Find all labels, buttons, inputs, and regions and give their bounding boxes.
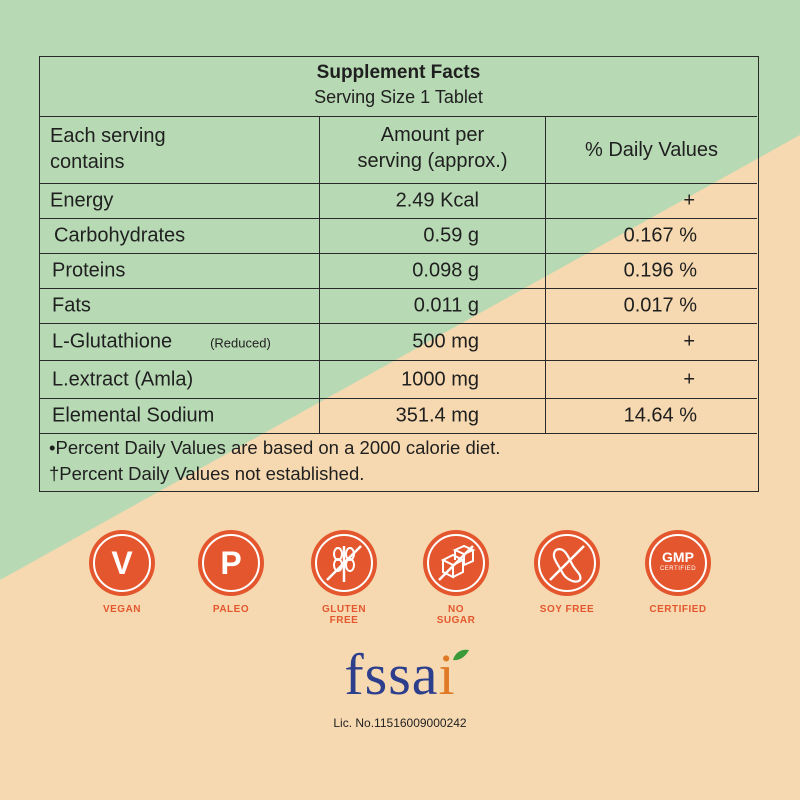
badge-gluten-free (288, 530, 400, 626)
footnote-not-established: †Percent Daily Values not established. (49, 463, 365, 484)
nutrient-note: (Reduced) (210, 335, 271, 351)
badge-label: PALEO (212, 604, 250, 615)
fssai-text-i: i (438, 642, 456, 707)
header-each-serving (40, 117, 320, 183)
table-row (40, 361, 757, 399)
soy-free-bean-icon (534, 530, 600, 596)
badge-no-sugar (400, 530, 512, 626)
header-amount (320, 117, 546, 183)
facts-title: Supplement Facts (316, 62, 481, 83)
nutrient-name: L.extract (Amla) (52, 368, 194, 390)
badge-label: GLUTEN FREE (321, 604, 367, 626)
table-row (40, 324, 757, 361)
nutrient-dv: 0.196 % (623, 259, 697, 282)
gmp-text: GMP (662, 549, 694, 565)
badge-letter: P (220, 545, 242, 581)
fssai-text: fssa (344, 642, 439, 707)
nutrient-name: Proteins (52, 259, 126, 282)
fssai-logo (320, 640, 480, 710)
vegan-v-icon (89, 530, 155, 596)
table-row (40, 254, 757, 289)
table-header-row (40, 117, 757, 184)
nutrient-dv: + (683, 189, 695, 212)
badge-soy-free (511, 530, 623, 615)
badge-letter: V (111, 545, 133, 581)
nutrient-name: Elemental Sodium (52, 404, 215, 427)
nutrient-dv: 14.64 % (623, 404, 697, 427)
fssai-logo-block (320, 640, 480, 750)
nutrient-dv: 0.167 % (623, 224, 697, 247)
badge-vegan (66, 530, 178, 615)
gmp-certified-text: CERTIFIED (659, 566, 697, 572)
header-col3: % Daily Values (584, 139, 719, 161)
paleo-p-icon (198, 530, 264, 596)
badge-gmp-certified (622, 530, 734, 615)
nutrient-name: Carbohydrates (54, 224, 186, 247)
badge-label: VEGAN (102, 604, 142, 615)
header-daily-values (546, 117, 757, 183)
header-col2-line2: serving (approx.) (357, 150, 508, 172)
nutrient-dv: + (683, 330, 695, 353)
badge-label: SOY FREE (539, 604, 595, 615)
badge-label: CERTIFIED (649, 604, 707, 615)
nutrient-amount: 351.4 mg (395, 404, 479, 427)
footnotes (49, 435, 500, 487)
table-row (40, 399, 757, 434)
facts-header (40, 57, 757, 117)
certification-badges (80, 530, 750, 630)
header-col2-line1: Amount per (380, 124, 485, 146)
header-col1-line1: Each serving (50, 125, 166, 147)
leaf-icon (452, 648, 470, 662)
nutrient-amount: 2.49 Kcal (395, 189, 479, 212)
license-number: Lic. No.11516009000242 (333, 716, 467, 730)
table-row (40, 289, 757, 324)
badge-label: NO SUGAR (436, 604, 476, 626)
nutrient-dv: 0.017 % (623, 294, 697, 317)
no-sugar-cubes-icon (423, 530, 489, 596)
table-row (40, 219, 757, 254)
gmp-certified-icon (645, 530, 711, 596)
badge-paleo (175, 530, 287, 615)
table-row (40, 184, 757, 219)
gluten-free-wheat-icon (311, 530, 377, 596)
nutrient-name: Energy (50, 189, 114, 212)
nutrient-amount: 0.098 g (412, 259, 479, 282)
nutrient-name: Fats (52, 294, 91, 317)
nutrient-amount: 0.59 g (423, 224, 479, 247)
serving-size: Serving Size 1 Tablet (314, 87, 483, 107)
nutrient-amount: 1000 mg (401, 368, 479, 390)
supplement-facts-table (39, 56, 759, 492)
nutrient-name: L-Glutathione (52, 330, 173, 353)
nutrient-amount: 0.011 g (413, 294, 479, 317)
header-col1-line2: contains (50, 151, 125, 173)
nutrient-amount: 500 mg (412, 330, 479, 353)
footnote-daily-values: •Percent Daily Values are based on a 2000 calorie diet. (49, 437, 501, 458)
nutrient-dv: + (683, 368, 695, 390)
